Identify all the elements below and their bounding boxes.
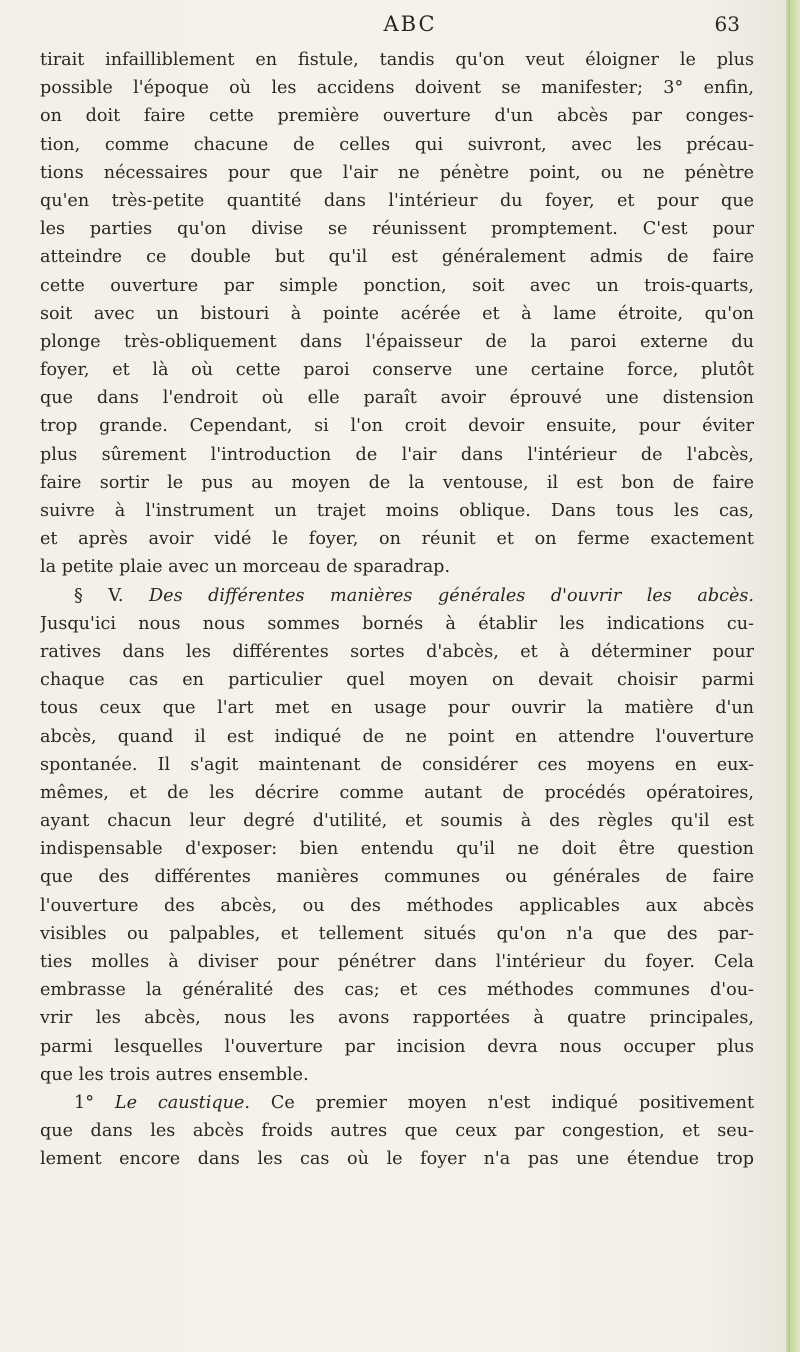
text-line: ties molles à diviser pour pénétrer dans l'intérieur du foyer. Cela [40,952,754,972]
text-line: cette ouverture par simple ponction, soit avec un trois-quarts, [40,275,754,296]
text-line: spontanée. Il s'agit maintenant de considérer ces moyens en eux- [40,754,754,775]
text-line: mêmes, et de les décrire comme autant de procédés opératoires, [40,782,754,803]
text-line: que dans les abcès froids autres que ceux par congestion, et seu- [40,1121,754,1142]
text-line: qu'en très-petite quantité dans l'intérieur du foyer, et pour que [40,190,754,211]
section-mark: § V. [74,585,124,606]
text-line: plus sûrement l'introduction de l'air dans l'intérieur de l'abcès, [40,444,754,465]
section-title: Des différentes manières générales d'ouvrir les abcès. [149,585,754,606]
item-text: Ce premier moyen n'est indiqué positivement [270,1092,754,1113]
text-line: abcès, quand il est indiqué de ne point en attendre l'ouverture [40,726,754,747]
section-heading [40,582,754,610]
body-text [40,46,754,1174]
text-line: visibles ou palpables, et tellement situés qu'on n'a que des par- [40,923,754,944]
text-line: atteindre ce double but qu'il est généralement admis de faire [40,247,754,268]
text-line: chaque cas en particulier quel moyen on devait choisir parmi [40,670,754,691]
text-line: l'ouverture des abcès, ou des méthodes applicables aux abcès [40,895,754,916]
text-line: foyer, et là où cette paroi conserve une certaine force, plutôt [40,360,754,381]
text-line: Jusqu'ici nous nous sommes bornés à établir les indications cu- [40,613,754,634]
text-line: plonge très-obliquement dans l'épaisseur de la paroi externe du [40,331,754,352]
text-line: les parties qu'on divise se réunissent promptement. C'est pour [40,219,754,240]
text-line: soit avec un bistouri à pointe acérée et à lame étroite, qu'on [40,303,754,324]
running-title: ABC [383,12,437,36]
item-title: Le caustique. [114,1092,250,1113]
text-line: embrasse la généralité des cas; et ces méthodes communes d'ou- [40,980,754,1001]
binding-line [788,0,790,1352]
text-line: on doit faire cette première ouverture d'un abcès par conges- [40,106,754,127]
text-line: tous ceux que l'art met en usage pour ouvrir la matière d'un [40,698,754,719]
text-line: que des différentes manières communes ou générales de faire [40,867,754,888]
item-number: 1° [74,1092,94,1113]
page-header [40,12,740,42]
text-line: trop grande. Cependant, si l'on croit devoir ensuite, pour éviter [40,416,754,437]
text-line: et après avoir vidé le foyer, on réunit et on ferme exactement [40,529,754,550]
text-line: vrir les abcès, nous les avons rapportées à quatre principales, [40,1008,754,1029]
page-number: 63 [714,12,740,36]
text-line: ratives dans les différentes sortes d'abcès, et à déterminer pour [40,641,754,662]
text-line: la petite plaie avec un morceau de sparadrap. [40,557,451,578]
text-line: tirait infailliblement en fistule, tandis qu'on veut éloigner le plus [40,50,754,70]
text-line: tion, comme chacune de celles qui suivront, avec les précau- [40,134,754,155]
text-line: tions nécessaires pour que l'air ne pénètre point, ou ne pénètre [40,162,754,183]
text-line: faire sortir le pus au moyen de la ventouse, il est bon de faire [40,472,754,493]
text-line: lement encore dans les cas où le foyer n'a pas une étendue trop [40,1149,754,1170]
text-line: que dans l'endroit où elle paraît avoir éprouvé une distension [40,388,754,409]
text-line: possible l'époque où les accidens doivent se manifester; 3° enfin, [40,78,754,99]
list-item-heading [40,1089,754,1117]
text-line: indispensable d'exposer: bien entendu qu'il ne doit être question [40,839,754,860]
text-line: suivre à l'instrument un trajet moins oblique. Dans tous les cas, [40,501,754,521]
text-line: parmi lesquelles l'ouverture par incision devra nous occuper plus [40,1036,754,1057]
text-line: que les trois autres ensemble. [40,1064,309,1085]
text-line: ayant chacun leur degré d'utilité, et soumis à des règles qu'il est [40,811,754,832]
